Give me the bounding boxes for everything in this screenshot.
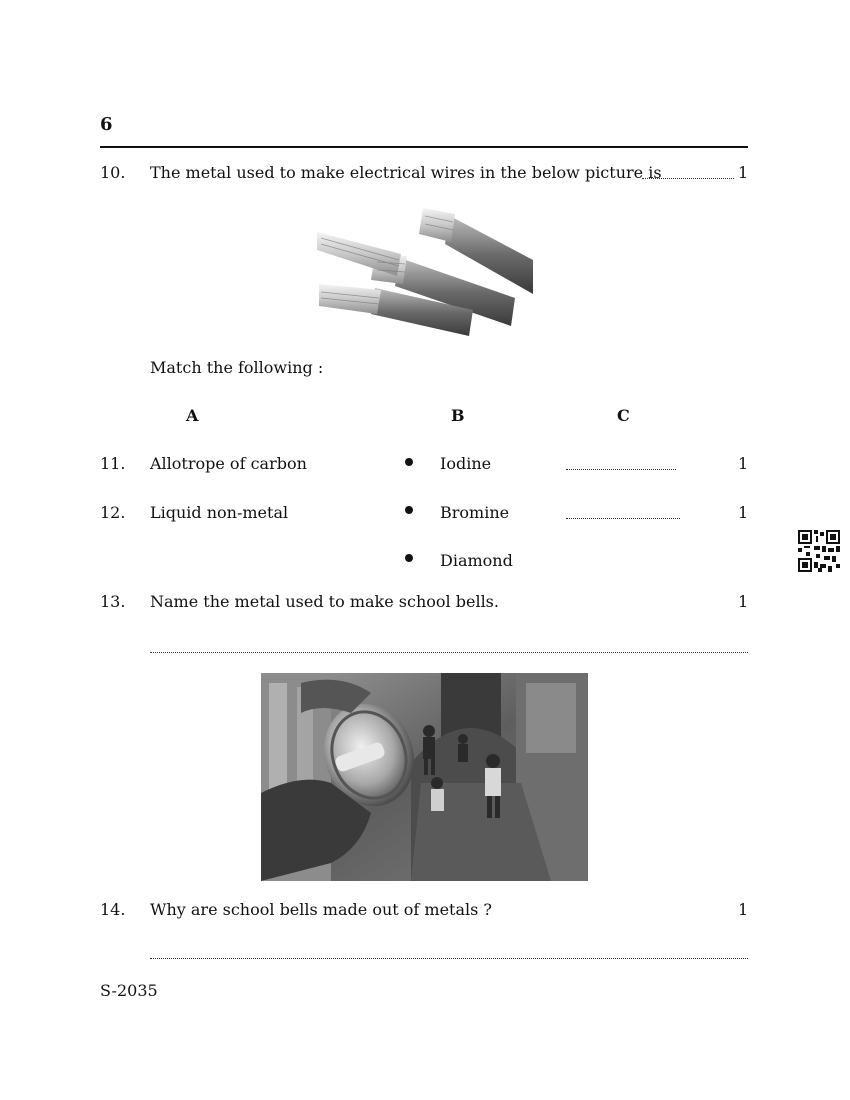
q12-answer-blank [566,518,680,519]
bullet-icon [405,458,413,466]
match-heading: Match the following : [150,358,324,377]
q10-text: The metal used to make electrical wires in the below picture is [150,163,662,182]
q14-answer-line[interactable] [150,958,748,959]
q14-marks: 1 [738,900,749,919]
q13-answer-line[interactable] [150,652,748,653]
q10-answer-blank [642,178,734,179]
qr-code-icon [798,530,840,572]
q13-text: Name the metal used to make school bells. [150,592,499,611]
option-b-1: Iodine [440,454,492,473]
q14-number: 14. [100,900,126,919]
q11-text: Allotrope of carbon [150,454,307,473]
bullet-icon [405,506,413,514]
q12-text: Liquid non-metal [150,503,289,522]
column-b-header: B [451,406,465,425]
header-rule [100,146,748,148]
footer-code: S-2035 [100,981,158,1000]
column-a-header: A [186,406,199,425]
q13-marks: 1 [738,592,749,611]
school-bell-photo [261,673,588,881]
q13-number: 13. [100,592,126,611]
q10-marks: 1 [738,163,749,182]
q14-text: Why are school bells made out of metals ? [150,900,493,919]
column-c-header: C [617,406,630,425]
bullet-icon [405,554,413,562]
electrical-wires-photo [315,198,537,346]
q12-number: 12. [100,503,126,522]
q11-number: 11. [100,454,126,473]
page-number: 6 [100,114,113,135]
q11-marks: 1 [738,454,749,473]
q12-marks: 1 [738,503,749,522]
option-b-2: Bromine [440,503,510,522]
q11-answer-blank [566,469,676,470]
option-b-3: Diamond [440,551,513,570]
q10-number: 10. [100,163,126,182]
